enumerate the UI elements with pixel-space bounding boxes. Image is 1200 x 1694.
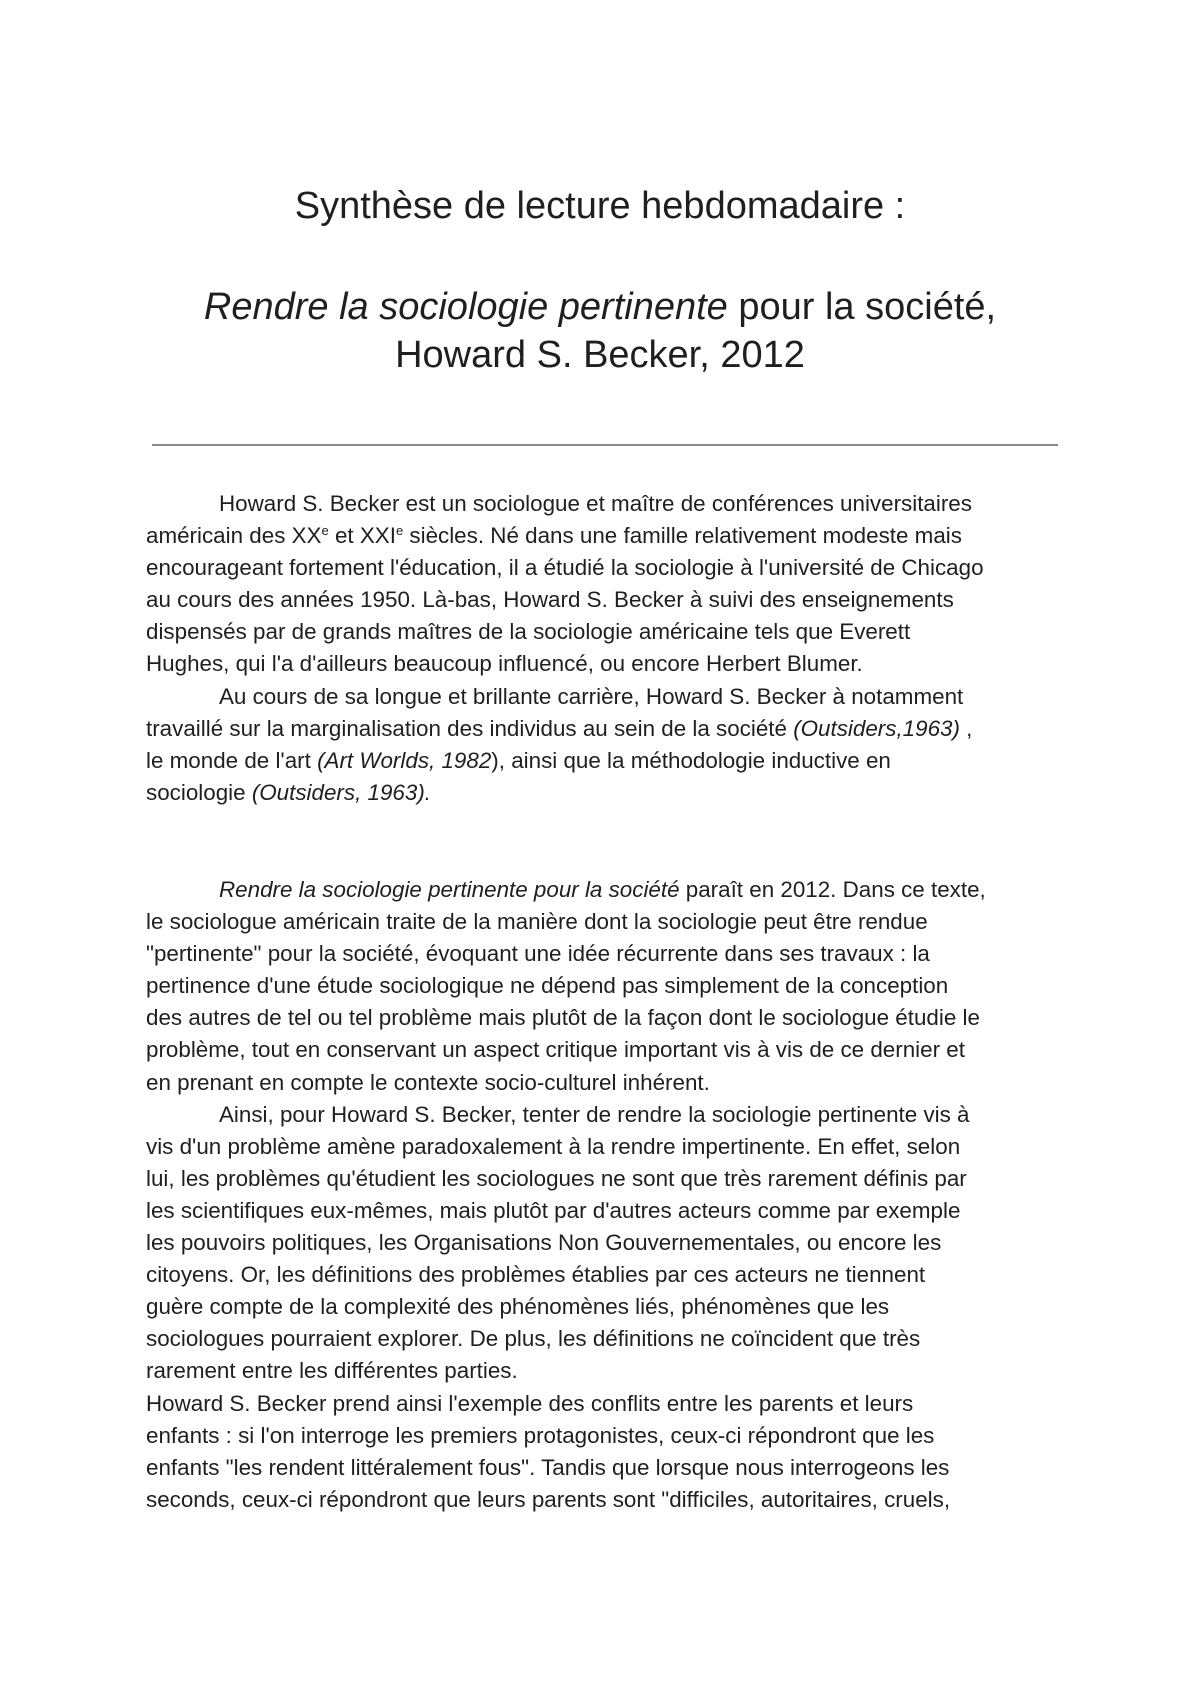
subtitle-rest: pour la société, xyxy=(727,286,997,328)
superscript: e xyxy=(395,523,404,539)
paragraph-biography: Howard S. Becker est un sociologue et maître de conférences universitaires américain des XXe et XXIe siècles. Né dans une famille relativement modeste mais encourageant fortement l'éducation, il a étudié la sociologie à l'université de Chicago au cours des années 1950. Là-bas, Howard S. Becker à suivi des enseignements dispensés par de grands maîtres de la sociologie américaine tels que Everett Hughes, qui l'a d'ailleurs beaucoup influencé, ou encore Herbert Blumer. xyxy=(146,491,984,677)
paragraph-example: Howard S. Becker prend ainsi l'exemple des conflits entre les parents et leurs enfants : si l'on interroge les premiers protagonistes, ceux-ci répondront que les enfants "les rendent littéralement fous". Tandis que lorsque nous interrogeons les seconds, ceux-ci répondront que leurs parents sont "difficiles, autoritaires, cruels, xyxy=(146,1390,951,1512)
paragraph-relevance-argument: Ainsi, pour Howard S. Becker, tenter de rendre la sociologie pertinente vis à vis d'un problème amène paradoxalement à la rendre impertinente. En effet, selon lui, les problèmes qu'étudient les sociologues ne sont que très rarement définis par les scientifiques eux-mêmes, mais plutôt par d'autres acteurs comme par exemple les pouvoirs politiques, les Organisations Non Gouvernementales, ou encore les citoyens. Or, les définitions des problèmes établies par ces acteurs ne tiennent guère compte de la complexité des phénomènes liés, phénomènes que les sociologues pourraient explorer. De plus, les définitions ne coïncident que très rarement entre les différentes parties. xyxy=(146,1101,970,1384)
document-title: Synthèse de lecture hebdomadaire : xyxy=(294,185,906,227)
paragraph-text-presentation: Rendre la sociologie pertinente pour la société paraît en 2012. Dans ce texte, le sociologue américain traite de la manière dont la sociologie peut être rendue "pertinente" pour la société, évoquant une idée récurrente dans ses travaux : la pertinence d'une étude sociologique ne dépend pas simplement de la conception des autres de tel ou tel problème mais plutôt de la façon dont le sociologue étudie le problème, tout en conservant un aspect critique important vis à vis de ce dernier et en prenant en compte le contexte socio-culturel inhérent. xyxy=(146,877,986,1095)
document-subtitle xyxy=(120,283,1080,379)
paragraph-career: Au cours de sa longue et brillante carrière, Howard S. Becker à notamment travaillé sur la marginalisation des individus au sein de la société (Outsiders,1963) , le monde de l'art (Art Worlds, 1982), ainsi que la méthodologie inductive en sociologie (Outsiders, 1963). xyxy=(146,683,973,805)
book-title: Rendre la sociologie pertinente xyxy=(203,286,728,328)
horizontal-divider xyxy=(152,444,1058,446)
introduction-section xyxy=(146,488,1066,809)
summary-section xyxy=(146,874,1066,1516)
author-and-year: Howard S. Becker, 2012 xyxy=(395,334,805,376)
superscript: e xyxy=(321,523,329,539)
